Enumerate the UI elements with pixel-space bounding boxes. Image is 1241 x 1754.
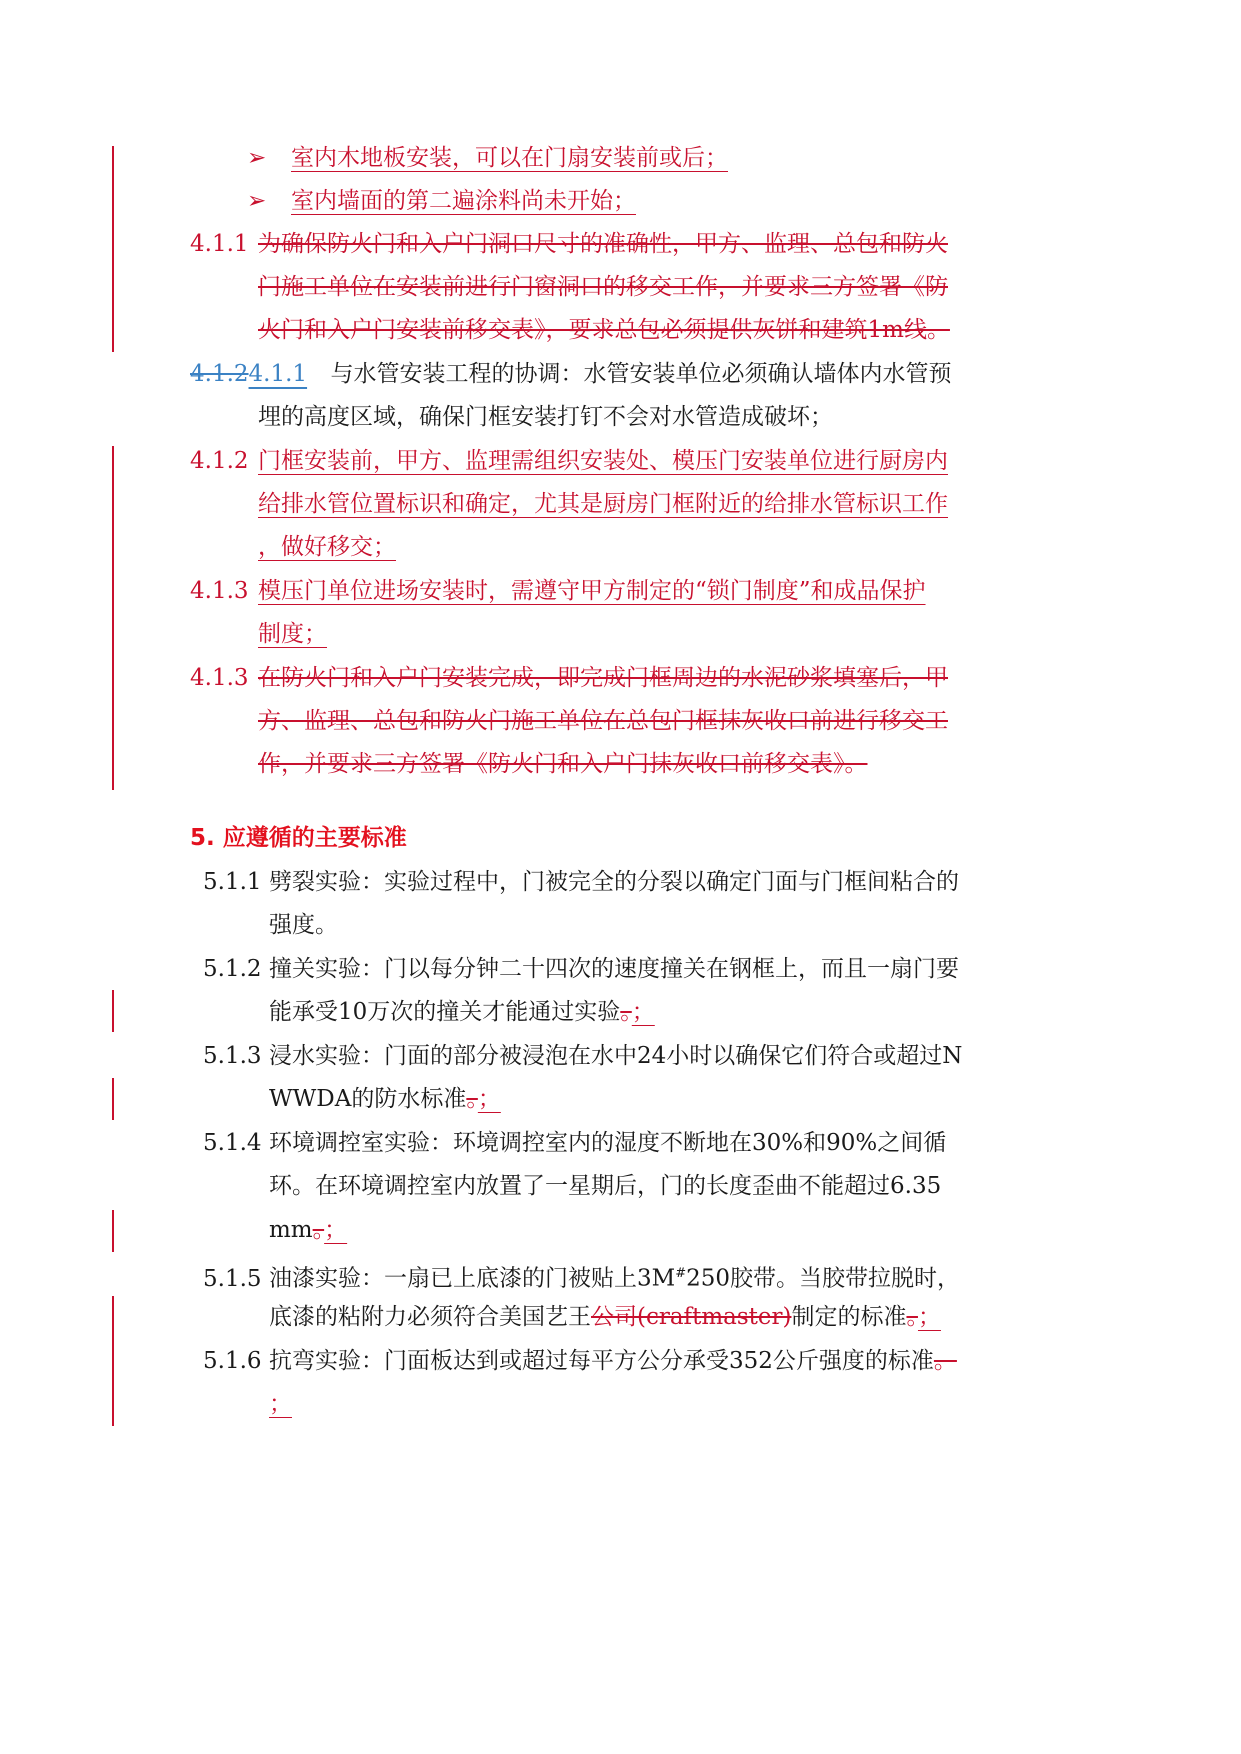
section-heading: 5. 应遵循的主要标准 (190, 825, 407, 851)
change-bar (112, 1210, 114, 1252)
change-bar (112, 446, 114, 790)
change-bar (112, 990, 114, 1032)
deleted-paragraph-line: 方、监理、总包和防火门施工单位在总包门框抹灰收口前进行移交工 (258, 708, 948, 734)
standard-item-cont: WWDA的防水标准。； (269, 1086, 501, 1112)
standard-item-cont: 强度。 (269, 912, 338, 938)
inserted-paragraph-line: 给排水管位置标识和确定，尤其是厨房门框附近的给排水管标识工作 (258, 491, 948, 517)
standard-item: 5.1.5 油漆实验：一扇已上底漆的门被贴上3M#250胶带。当胶带拉脱时， (203, 1265, 960, 1292)
paragraph-line: 埋的高度区域，确保门框安装打钉不会对水管造成破坏； (258, 404, 833, 430)
change-bar (112, 1078, 114, 1120)
inserted-paragraph-line: ，做好移交； (258, 534, 396, 560)
arrow-bullet-icon: ➢ (247, 188, 267, 214)
standard-item: 5.1.2 撞关实验：门以每分钟二十四次的速度撞关在钢框上，而且一扇门要 (203, 956, 959, 982)
standard-item-cont: mm。； (269, 1217, 348, 1243)
standard-item-cont: ； (269, 1391, 292, 1417)
standard-item-cont: 能承受10万次的撞关才能通过实验。； (269, 999, 655, 1025)
bullet-item: ➢ 室内墙面的第二遍涂料尚未开始； (247, 188, 636, 214)
deleted-paragraph-line: 火门和入户门安装前移交表》，要求总包必须提供灰饼和建筑1m线。 (258, 317, 950, 343)
paragraph-line: 4.1.24.1.1 与水管安装工程的协调：水管安装单位必须确认墙体内水管预 (190, 361, 952, 387)
bullet-item: ➢ 室内木地板安装，可以在门扇安装前或后； (247, 145, 728, 171)
deleted-paragraph-line: 4.1.1 为确保防火门和入户门洞口尺寸的准确性，甲方、监理、总包和防火 (190, 231, 948, 257)
deleted-paragraph-line: 4.1.3 在防火门和入户门安装完成，即完成门框周边的水泥砂浆填塞后，甲 (190, 665, 948, 691)
inserted-paragraph-line: 4.1.2 门框安装前，甲方、监理需组织安装处、模压门安装单位进行厨房内 (190, 448, 948, 474)
arrow-bullet-icon: ➢ (247, 145, 267, 171)
deleted-paragraph-line: 作，并要求三方签署《防火门和入户门抹灰收口前移交表》。 (258, 751, 868, 777)
standard-item: 5.1.4 环境调控室实验：环境调控室内的湿度不断地在30%和90%之间循 (203, 1130, 947, 1156)
change-bar (112, 1296, 114, 1426)
deleted-paragraph-line: 门施工单位在安装前进行门窗洞口的移交工作，并要求三方签署《防 (258, 274, 948, 300)
standard-item: 5.1.1 劈裂实验：实验过程中，门被完全的分裂以确定门面与门框间粘合的 (203, 869, 959, 895)
inserted-paragraph-line: 4.1.3 模压门单位进场安装时，需遵守甲方制定的“锁门制度”和成品保护 (190, 578, 926, 604)
standard-item: 5.1.3 浸水实验：门面的部分被浸泡在水中24小时以确保它们符合或超过N (203, 1043, 963, 1069)
inserted-paragraph-line: 制度； (258, 621, 327, 647)
standard-item-cont: 环。在环境调控室内放置了一星期后，门的长度歪曲不能超过6.35 (269, 1173, 942, 1199)
standard-item: 5.1.6 抗弯实验：门面板达到或超过每平方公分承受352公斤强度的标准。 (203, 1348, 957, 1374)
change-bar (112, 146, 114, 352)
standard-item-cont: 底漆的粘附力必须符合美国艺王公司(craftmaster)制定的标准。； (269, 1304, 941, 1330)
